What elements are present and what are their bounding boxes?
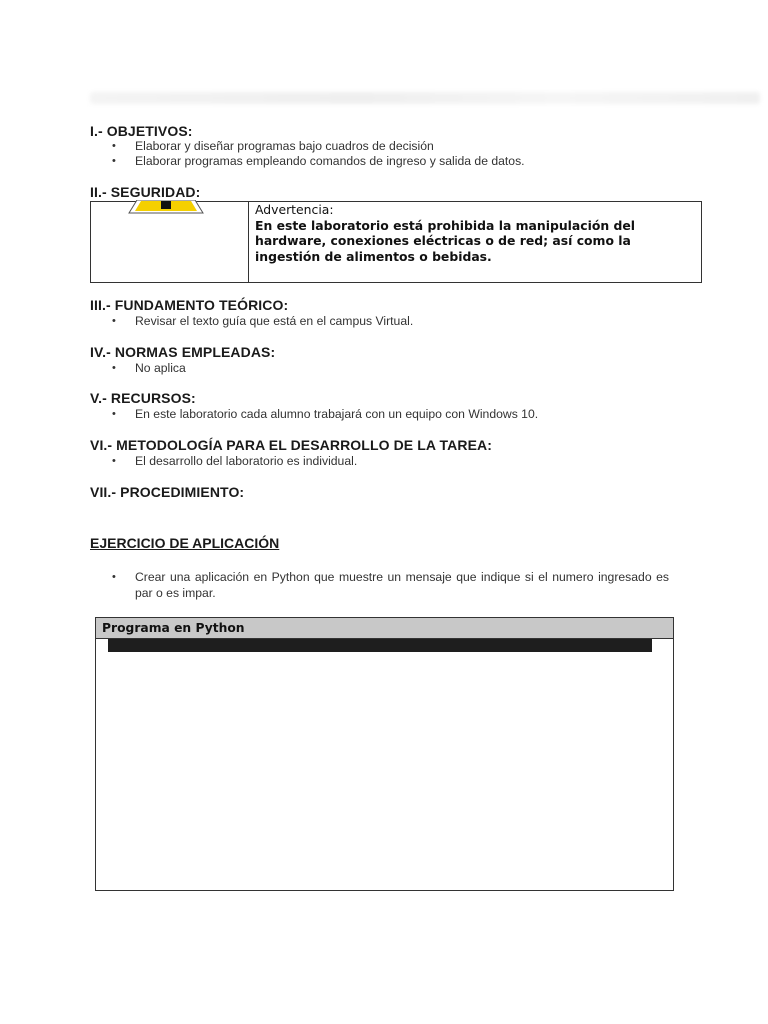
warning-title: Advertencia: (255, 202, 334, 217)
exercise-text: Crear una aplicación en Python que muestre un mensaje que indique si el numero ingresado es par o es impar. (135, 570, 669, 600)
list-item: • Revisar el texto guía que está en el campus Virtual. (112, 314, 413, 329)
list-item: • No aplica (112, 361, 186, 376)
table-divider (248, 202, 249, 282)
fundamento-list (112, 314, 413, 329)
bullet-icon: • (112, 571, 116, 583)
redacted-code-bar (108, 639, 652, 652)
objetivos-list (112, 139, 525, 169)
list-item: • En este laboratorio cada alumno trabajará con un equipo con Windows 10. (112, 407, 538, 422)
warning-sign-icon (127, 200, 205, 214)
exercise-list-item (112, 570, 669, 601)
section-title-procedimiento: VII.- PROCEDIMIENTO: (90, 484, 245, 500)
section-title-metodologia: VI.- METODOLOGÍA PARA EL DESARROLLO DE LA TAREA: (90, 437, 492, 453)
section-title-objetivos: I.- OBJETIVOS: (90, 123, 193, 139)
list-item: • Elaborar y diseñar programas bajo cuadros de decisión (112, 139, 525, 154)
warning-text (255, 202, 695, 264)
metodologia-list (112, 454, 357, 469)
safety-warning-table (90, 201, 702, 283)
python-program-box (95, 617, 674, 891)
list-item: • Elaborar programas empleando comandos de ingreso y salida de datos. (112, 154, 525, 169)
section-title-normas: IV.- NORMAS EMPLEADAS: (90, 344, 276, 360)
list-item: • El desarrollo del laboratorio es individual. (112, 454, 357, 469)
normas-list (112, 361, 186, 376)
code-box-header: Programa en Python (96, 618, 673, 639)
recursos-list (112, 407, 538, 422)
warning-body: En este laboratorio está prohibida la manipulación del hardware, conexiones eléctricas o de red; así como la ingestión de alimentos o bebidas. (255, 217, 636, 264)
section-title-seguridad: II.- SEGURIDAD: (90, 184, 201, 200)
exercise-title: EJERCICIO DE APLICACIÓN (90, 535, 280, 551)
section-title-fundamento: III.- FUNDAMENTO TEÓRICO: (90, 297, 289, 313)
section-title-recursos: V.- RECURSOS: (90, 390, 196, 406)
blurred-header-text (90, 92, 760, 104)
